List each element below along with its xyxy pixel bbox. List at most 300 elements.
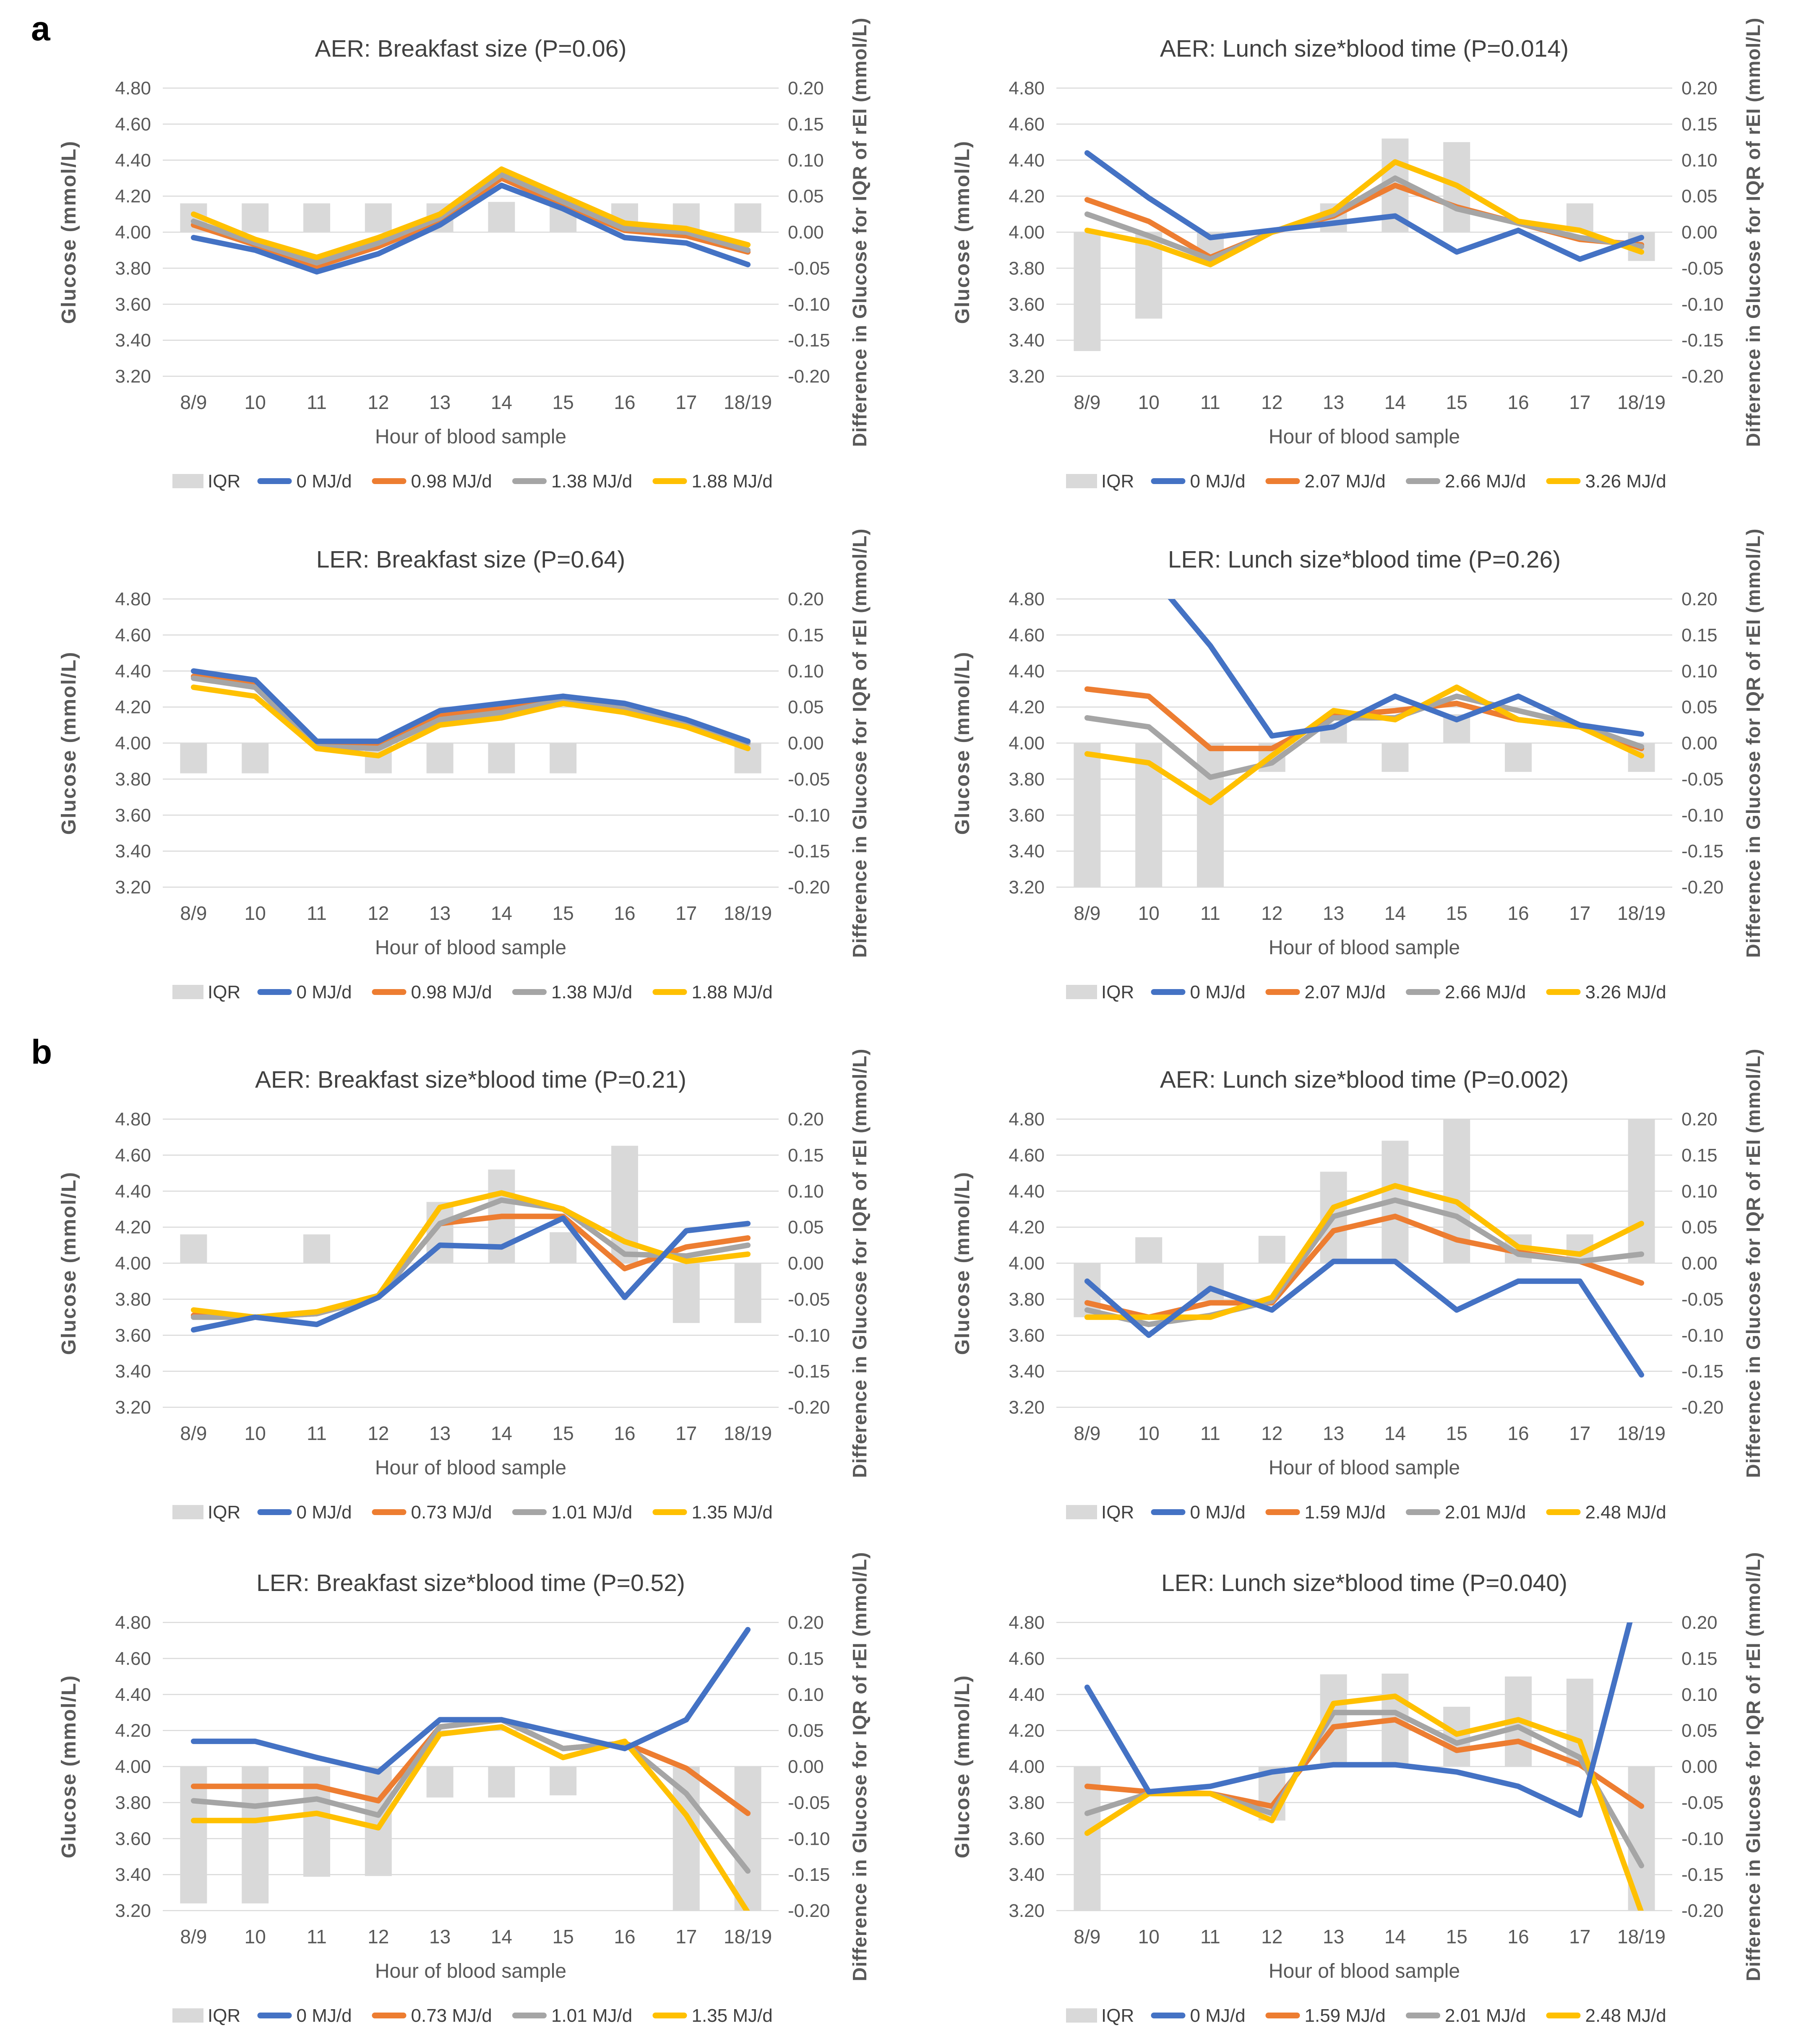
y-axis-right-labels [788,78,830,387]
legend-label: IQR [208,2005,241,2026]
svg-text:4.60: 4.60 [1009,114,1045,135]
series-line-1.38 MJ/d [193,174,748,263]
chart-ler-lunch-size-blood-time-b [906,1545,1796,2044]
svg-text:-0.10: -0.10 [1681,294,1724,315]
iqr-bars [180,743,761,773]
svg-text:-0.20: -0.20 [788,877,830,898]
svg-text:-0.20: -0.20 [1681,1397,1724,1418]
svg-text:0.10: 0.10 [1681,150,1718,171]
chart-ler-breakfast-size [13,521,902,1021]
svg-text:11: 11 [307,902,327,924]
svg-text:0.00: 0.00 [788,1253,824,1274]
x-axis-title: Hour of blood sample [375,1457,567,1479]
svg-text:0.00: 0.00 [1681,1756,1718,1777]
legend-label: 0.73 MJ/d [411,2005,492,2026]
legend-label: 1.38 MJ/d [551,471,633,492]
legend-label: 2.66 MJ/d [1445,471,1526,492]
legend-label: 3.26 MJ/d [1585,471,1666,492]
svg-text:10: 10 [1138,1422,1160,1444]
svg-text:12: 12 [368,902,389,924]
chart-title: AER: Breakfast size*blood time (P=0.21) [255,1066,687,1093]
svg-text:0.10: 0.10 [788,1181,824,1202]
svg-text:12: 12 [1261,1926,1283,1948]
legend-label: IQR [208,1502,241,1523]
svg-text:17: 17 [675,1926,697,1948]
svg-text:0.20: 0.20 [1681,78,1718,99]
y-axis-right-labels [1681,1109,1723,1418]
svg-text:3.80: 3.80 [1009,769,1045,790]
svg-text:0.10: 0.10 [1681,1181,1718,1202]
svg-text:0.00: 0.00 [788,733,824,754]
left-axis-title: Glucose (mmol/L) [58,140,80,324]
line-series [193,1630,748,1912]
svg-text:3.80: 3.80 [1009,258,1045,279]
iqr-bar [1628,1119,1655,1263]
legend-label: 0 MJ/d [1190,1502,1246,1523]
iqr-bars [180,1146,761,1323]
legend-label: 0.98 MJ/d [411,471,492,492]
legend-swatch-iqr [172,2008,203,2023]
svg-text:0.05: 0.05 [788,186,824,207]
svg-text:3.40: 3.40 [115,1361,151,1382]
svg-text:0.05: 0.05 [1681,697,1718,718]
svg-text:3.60: 3.60 [115,1325,151,1346]
left-axis-title: Glucose (mmol/L) [58,1674,80,1859]
svg-text:18/19: 18/19 [724,1926,772,1948]
chart-title: LER: Breakfast size*blood time (P=0.52) [256,1570,685,1596]
svg-text:15: 15 [1446,1422,1468,1444]
legend [1066,982,1666,1002]
svg-text:11: 11 [307,1926,327,1948]
legend [172,2005,773,2026]
svg-text:-0.15: -0.15 [788,841,830,862]
legend-label: IQR [208,982,241,1002]
svg-text:11: 11 [307,1422,327,1444]
svg-text:-0.10: -0.10 [1681,1828,1724,1849]
svg-text:4.00: 4.00 [115,222,151,243]
svg-text:4.00: 4.00 [115,733,151,754]
legend-swatch-iqr [1066,2008,1097,2023]
legend-label: IQR [1101,982,1134,1002]
svg-text:0.10: 0.10 [788,661,824,682]
svg-text:4.40: 4.40 [115,661,151,682]
svg-text:3.60: 3.60 [1009,805,1045,826]
svg-text:12: 12 [1261,902,1283,924]
svg-text:3.40: 3.40 [115,841,151,862]
svg-text:4.20: 4.20 [1009,1217,1045,1238]
svg-text:12: 12 [368,1422,389,1444]
iqr-bar [735,203,761,232]
svg-text:3.20: 3.20 [1009,1901,1045,1921]
iqr-bar [550,1232,576,1263]
legend-label: IQR [1101,471,1134,492]
svg-text:0.15: 0.15 [1681,1648,1718,1669]
legend-label: 2.01 MJ/d [1445,2005,1526,2026]
y-axis-left-labels [1009,78,1045,387]
svg-text:4.80: 4.80 [1009,589,1045,609]
left-axis-title: Glucose (mmol/L) [58,651,80,835]
legend-label: IQR [208,471,241,492]
chart-ler-breakfast-size-blood-time [13,1545,902,2044]
svg-text:13: 13 [429,1422,451,1444]
legend-label: IQR [1101,2005,1134,2026]
left-axis-title: Glucose (mmol/L) [951,140,974,324]
legend-label: 2.66 MJ/d [1445,982,1526,1002]
legend [1066,1502,1666,1523]
svg-text:13: 13 [1323,902,1345,924]
svg-text:4.20: 4.20 [115,186,151,207]
svg-text:-0.10: -0.10 [788,294,830,315]
svg-text:13: 13 [1323,1422,1345,1444]
legend-swatch-iqr [172,985,203,999]
svg-text:-0.15: -0.15 [1681,841,1724,862]
iqr-bar [550,1767,576,1796]
right-axis-title: Difference in Glucose for IQR of rEI (mmol/L) [849,1552,871,1982]
svg-text:4.80: 4.80 [1009,78,1045,99]
svg-text:-0.15: -0.15 [1681,1864,1724,1885]
svg-text:0.00: 0.00 [788,222,824,243]
iqr-bar [365,1767,392,1876]
right-axis-title: Difference in Glucose for IQR of rEI (mmol/L) [1742,1552,1764,1982]
svg-text:10: 10 [244,391,266,413]
svg-text:3.20: 3.20 [115,1901,151,1921]
svg-text:4.80: 4.80 [115,1612,151,1633]
iqr-bar [1074,232,1100,351]
chart-canvas [906,10,1796,510]
svg-text:-0.20: -0.20 [1681,877,1724,898]
y-axis-left-labels [1009,1109,1045,1418]
legend-label: 2.48 MJ/d [1585,2005,1666,2026]
svg-text:18/19: 18/19 [724,1422,772,1444]
iqr-bar [1074,743,1100,888]
chart-canvas [906,521,1796,1021]
svg-text:4.80: 4.80 [115,1109,151,1130]
svg-text:14: 14 [1384,391,1406,413]
svg-text:3.80: 3.80 [115,1792,151,1813]
x-axis-labels [180,902,772,924]
svg-text:15: 15 [552,1422,574,1444]
svg-text:14: 14 [490,1926,512,1948]
svg-text:-0.15: -0.15 [1681,1361,1724,1382]
legend-label: 0 MJ/d [296,982,352,1002]
svg-text:0.15: 0.15 [788,625,824,646]
svg-text:0.15: 0.15 [1681,1145,1718,1166]
svg-text:15: 15 [1446,902,1468,924]
iqr-bar [1382,743,1408,772]
line-series [1087,536,1641,803]
svg-text:0.00: 0.00 [1681,1253,1718,1274]
svg-text:0.15: 0.15 [788,1648,824,1669]
series-line-1.88 MJ/d [193,687,748,755]
svg-text:0.15: 0.15 [1681,114,1718,135]
legend-label: 0.98 MJ/d [411,982,492,1002]
svg-text:8/9: 8/9 [180,1926,207,1948]
svg-text:14: 14 [1384,902,1406,924]
svg-text:3.20: 3.20 [115,1397,151,1418]
svg-text:3.40: 3.40 [1009,1864,1045,1885]
svg-text:10: 10 [1138,1926,1160,1948]
chart-canvas [906,1042,1796,1541]
x-axis-labels [180,391,772,413]
iqr-bar [242,203,268,232]
svg-text:8/9: 8/9 [1074,902,1101,924]
svg-text:4.80: 4.80 [1009,1612,1045,1633]
svg-text:0.20: 0.20 [788,1612,824,1633]
svg-text:4.40: 4.40 [1009,1181,1045,1202]
legend-label: 0.73 MJ/d [411,1502,492,1523]
svg-text:4.00: 4.00 [1009,1253,1045,1274]
y-axis-left-labels [115,589,151,898]
svg-text:4.40: 4.40 [115,1684,151,1705]
x-axis-labels [180,1926,772,1948]
svg-text:-0.20: -0.20 [1681,366,1724,387]
svg-text:3.20: 3.20 [115,877,151,898]
svg-text:0.10: 0.10 [788,1684,824,1705]
chart-title: AER: Lunch size*blood time (P=0.014) [1160,35,1569,62]
svg-text:8/9: 8/9 [180,391,207,413]
legend-swatch-iqr [172,1505,203,1519]
svg-text:0.10: 0.10 [788,150,824,171]
svg-text:12: 12 [368,1926,389,1948]
svg-text:4.20: 4.20 [115,697,151,718]
iqr-bar [488,743,515,773]
legend-swatch-iqr [1066,1505,1097,1519]
iqr-bar [735,1263,761,1323]
chart-title: LER: Lunch size*blood time (P=0.040) [1161,1570,1567,1596]
series-line-1.59 MJ/d [1087,1216,1641,1317]
svg-text:16: 16 [1507,902,1529,924]
svg-text:4.20: 4.20 [1009,1720,1045,1741]
y-axis-left-labels [115,1612,151,1921]
legend-swatch-iqr [1066,985,1097,999]
iqr-bar [1259,1236,1285,1263]
iqr-bar [303,203,330,232]
svg-text:-0.05: -0.05 [1681,769,1724,790]
svg-text:0.20: 0.20 [788,78,824,99]
svg-text:-0.20: -0.20 [788,1397,830,1418]
svg-text:3.20: 3.20 [115,366,151,387]
y-axis-left-labels [115,1109,151,1418]
legend-label: 1.38 MJ/d [551,982,633,1002]
svg-text:3.60: 3.60 [115,294,151,315]
line-series [1087,1578,1641,1913]
svg-text:-0.10: -0.10 [788,1325,830,1346]
right-axis-title: Difference in Glucose for IQR of rEI (mmol/L) [1742,528,1764,958]
legend-label: 0 MJ/d [1190,982,1246,1002]
svg-text:0.05: 0.05 [788,697,824,718]
svg-text:4.40: 4.40 [1009,1684,1045,1705]
x-axis-labels [1074,1926,1666,1948]
chart-canvas [13,10,902,510]
svg-text:-0.05: -0.05 [1681,258,1724,279]
legend-label: 2.07 MJ/d [1304,471,1386,492]
svg-text:4.60: 4.60 [1009,1145,1045,1166]
svg-text:0.05: 0.05 [1681,1217,1718,1238]
svg-text:-0.15: -0.15 [788,330,830,351]
svg-text:14: 14 [490,1422,512,1444]
line-series [193,1193,748,1330]
svg-text:0.20: 0.20 [1681,1612,1718,1633]
svg-text:16: 16 [614,391,636,413]
legend [1066,2005,1666,2026]
right-axis-title: Difference in Glucose for IQR of rEI (mmol/L) [1742,1048,1764,1478]
legend-label: 1.59 MJ/d [1304,2005,1386,2026]
svg-text:8/9: 8/9 [180,902,207,924]
svg-text:4.00: 4.00 [1009,1756,1045,1777]
svg-text:0.20: 0.20 [1681,589,1718,609]
svg-text:13: 13 [429,1926,451,1948]
legend-label: 1.88 MJ/d [691,982,773,1002]
svg-text:0.15: 0.15 [788,114,824,135]
svg-text:4.20: 4.20 [115,1720,151,1741]
svg-text:16: 16 [614,1422,636,1444]
svg-text:4.40: 4.40 [1009,661,1045,682]
svg-text:4.20: 4.20 [1009,697,1045,718]
svg-text:-0.15: -0.15 [1681,330,1724,351]
svg-text:17: 17 [1569,902,1591,924]
left-axis-title: Glucose (mmol/L) [58,1171,80,1355]
line-series [1087,153,1641,265]
iqr-bar [427,743,454,773]
svg-text:3.20: 3.20 [1009,366,1045,387]
legend [172,982,773,1002]
svg-text:10: 10 [1138,391,1160,413]
svg-text:3.80: 3.80 [115,258,151,279]
legend-swatch-iqr [1066,474,1097,488]
svg-text:10: 10 [244,1926,266,1948]
x-axis-title: Hour of blood sample [1268,426,1460,448]
svg-text:18/19: 18/19 [724,391,772,413]
legend-label: 2.48 MJ/d [1585,1502,1666,1523]
legend-label: 1.35 MJ/d [691,1502,773,1523]
left-axis-title: Glucose (mmol/L) [951,651,974,835]
legend-label: 2.07 MJ/d [1304,982,1386,1002]
svg-text:18/19: 18/19 [1617,391,1666,413]
svg-text:3.40: 3.40 [1009,330,1045,351]
svg-text:4.60: 4.60 [115,1648,151,1669]
svg-text:16: 16 [1507,1422,1529,1444]
iqr-bar [673,1263,700,1323]
x-axis-labels [1074,1422,1666,1444]
svg-text:3.80: 3.80 [115,1289,151,1310]
y-axis-right-labels [788,1612,830,1921]
iqr-bar [1197,743,1224,888]
svg-text:17: 17 [1569,1926,1591,1948]
svg-text:4.40: 4.40 [115,1181,151,1202]
svg-text:3.80: 3.80 [1009,1792,1045,1813]
svg-text:3.40: 3.40 [115,1864,151,1885]
y-axis-left-labels [1009,1612,1045,1921]
svg-text:12: 12 [1261,1422,1283,1444]
svg-text:11: 11 [1200,902,1220,924]
svg-text:-0.15: -0.15 [788,1361,830,1382]
svg-text:3.60: 3.60 [115,1828,151,1849]
x-axis-title: Hour of blood sample [375,426,567,448]
svg-text:10: 10 [244,902,266,924]
svg-text:11: 11 [1200,391,1220,413]
x-axis-title: Hour of blood sample [375,1960,567,1982]
x-axis-title: Hour of blood sample [1268,1457,1460,1479]
svg-text:4.00: 4.00 [115,1756,151,1777]
legend-label: IQR [1101,1502,1134,1523]
svg-text:-0.10: -0.10 [1681,1325,1724,1346]
x-axis-title: Hour of blood sample [1268,937,1460,959]
legend-label: 1.88 MJ/d [691,471,773,492]
svg-text:0.20: 0.20 [788,589,824,609]
x-axis-labels [1074,902,1666,924]
iqr-bar [303,1767,330,1877]
svg-text:0.05: 0.05 [1681,186,1718,207]
right-axis-title: Difference in Glucose for IQR of rEI (mmol/L) [849,17,871,447]
svg-text:12: 12 [1261,391,1283,413]
svg-text:4.60: 4.60 [115,625,151,646]
iqr-bar [735,1767,761,1911]
svg-text:0.15: 0.15 [788,1145,824,1166]
svg-text:8/9: 8/9 [1074,391,1101,413]
svg-text:-0.10: -0.10 [788,1828,830,1849]
line-series [1087,1186,1641,1375]
left-axis-title: Glucose (mmol/L) [951,1171,974,1355]
svg-text:4.60: 4.60 [115,1145,151,1166]
svg-text:8/9: 8/9 [1074,1926,1101,1948]
svg-text:14: 14 [1384,1422,1406,1444]
series-line-1.01 MJ/d [193,1720,748,1871]
iqr-bar [488,1767,515,1798]
iqr-bar [488,202,515,232]
svg-text:15: 15 [552,1926,574,1948]
chart-ler-lunch-size-blood-time-a [906,521,1796,1021]
svg-text:16: 16 [1507,391,1529,413]
y-axis-right-labels [788,589,830,898]
svg-text:3.20: 3.20 [1009,1397,1045,1418]
series-line-0 MJ/d [193,1630,748,1772]
legend-label: 0 MJ/d [296,471,352,492]
svg-text:0.10: 0.10 [1681,661,1718,682]
svg-text:15: 15 [552,391,574,413]
svg-text:3.60: 3.60 [115,805,151,826]
svg-text:12: 12 [368,391,389,413]
svg-text:4.00: 4.00 [1009,733,1045,754]
svg-text:10: 10 [244,1422,266,1444]
svg-text:3.80: 3.80 [115,769,151,790]
legend [172,471,773,492]
svg-text:0.00: 0.00 [1681,733,1718,754]
svg-text:11: 11 [307,391,327,413]
svg-text:-0.20: -0.20 [1681,1901,1724,1921]
iqr-bar [550,743,576,773]
iqr-bar [1135,1237,1162,1263]
svg-text:4.00: 4.00 [115,1253,151,1274]
svg-text:4.20: 4.20 [115,1217,151,1238]
svg-text:-0.10: -0.10 [1681,805,1724,826]
series-line-0.73 MJ/d [193,1216,748,1317]
svg-text:4.80: 4.80 [115,78,151,99]
chart-canvas [13,521,902,1021]
chart-title: AER: Breakfast size (P=0.06) [315,35,627,62]
svg-text:3.80: 3.80 [1009,1289,1045,1310]
svg-text:3.60: 3.60 [1009,294,1045,315]
y-axis-left-labels [1009,589,1045,898]
chart-aer-breakfast-size-blood-time [13,1042,902,1541]
series-line-0 MJ/d [1087,1578,1641,1815]
svg-text:-0.20: -0.20 [788,1901,830,1921]
iqr-bar [180,1234,207,1263]
svg-text:17: 17 [1569,391,1591,413]
legend-label: 0 MJ/d [296,2005,352,2026]
svg-text:0.15: 0.15 [1681,625,1718,646]
iqr-bar [180,743,207,773]
left-axis-title: Glucose (mmol/L) [951,1674,974,1859]
